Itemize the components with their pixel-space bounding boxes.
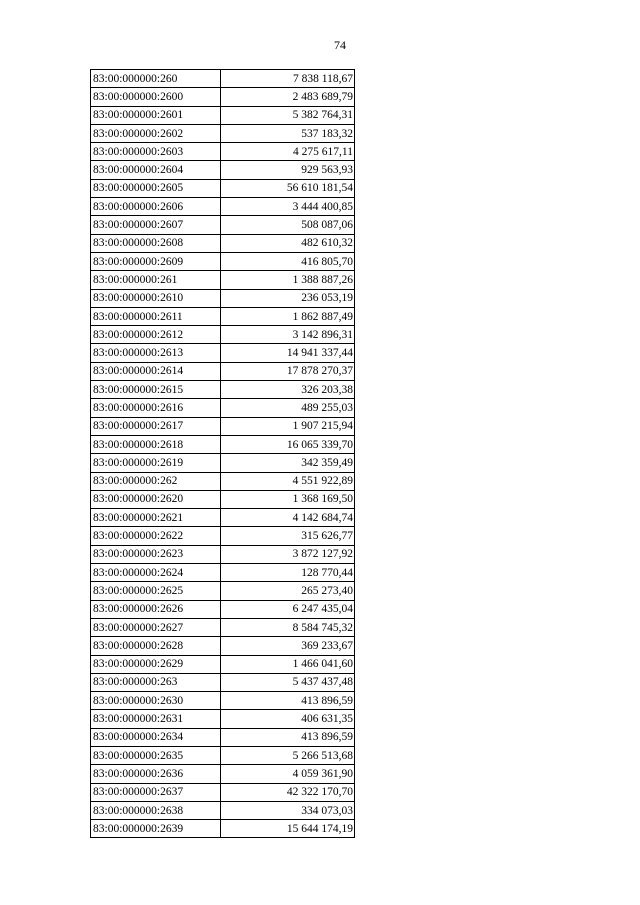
table-row bbox=[91, 600, 355, 618]
cadastral-number-cell: 83:00:000000:2602 bbox=[91, 124, 221, 142]
table-row bbox=[91, 509, 355, 527]
cadastral-value-cell: 334 073,03 bbox=[221, 801, 355, 819]
cadastral-number-cell: 83:00:000000:2625 bbox=[91, 582, 221, 600]
cadastral-value-cell: 508 087,06 bbox=[221, 216, 355, 234]
cadastral-number-cell: 83:00:000000:2628 bbox=[91, 637, 221, 655]
table-row bbox=[91, 271, 355, 289]
cadastral-number-cell: 83:00:000000:2613 bbox=[91, 344, 221, 362]
table-row bbox=[91, 673, 355, 691]
cadastral-number-cell: 83:00:000000:2619 bbox=[91, 454, 221, 472]
cadastral-value-cell: 2 483 689,79 bbox=[221, 88, 355, 106]
cadastral-number-cell: 83:00:000000:2614 bbox=[91, 362, 221, 380]
table-row bbox=[91, 746, 355, 764]
table-row bbox=[91, 472, 355, 490]
cadastral-number-cell: 83:00:000000:2624 bbox=[91, 564, 221, 582]
table-row bbox=[91, 252, 355, 270]
cadastral-number-cell: 83:00:000000:2611 bbox=[91, 307, 221, 325]
cadastral-number-cell: 83:00:000000:2605 bbox=[91, 179, 221, 197]
table-row bbox=[91, 381, 355, 399]
cadastral-value-cell: 42 322 170,70 bbox=[221, 783, 355, 801]
table-row bbox=[91, 582, 355, 600]
cadastral-value-cell: 7 838 118,67 bbox=[221, 70, 355, 88]
cadastral-value-cell: 489 255,03 bbox=[221, 399, 355, 417]
cadastral-value-cell: 929 563,93 bbox=[221, 161, 355, 179]
cadastral-value-cell: 4 059 361,90 bbox=[221, 765, 355, 783]
cadastral-value-cell: 5 437 437,48 bbox=[221, 673, 355, 691]
table-row bbox=[91, 783, 355, 801]
cadastral-number-cell: 83:00:000000:2639 bbox=[91, 820, 221, 838]
table-row bbox=[91, 70, 355, 88]
cadastral-value-cell: 342 359,49 bbox=[221, 454, 355, 472]
table-row bbox=[91, 289, 355, 307]
cadastral-value-cell: 17 878 270,37 bbox=[221, 362, 355, 380]
cadastral-number-cell: 83:00:000000:2618 bbox=[91, 435, 221, 453]
cadastral-value-cell: 3 872 127,92 bbox=[221, 545, 355, 563]
cadastral-number-cell: 83:00:000000:263 bbox=[91, 673, 221, 691]
cadastral-number-cell: 83:00:000000:2626 bbox=[91, 600, 221, 618]
cadastral-number-cell: 83:00:000000:2635 bbox=[91, 746, 221, 764]
cadastral-number-cell: 83:00:000000:2604 bbox=[91, 161, 221, 179]
cadastral-number-cell: 83:00:000000:2634 bbox=[91, 728, 221, 746]
table-row bbox=[91, 765, 355, 783]
cadastral-value-cell: 315 626,77 bbox=[221, 527, 355, 545]
table-row bbox=[91, 161, 355, 179]
table-row bbox=[91, 143, 355, 161]
table-row bbox=[91, 417, 355, 435]
cadastral-number-cell: 83:00:000000:2612 bbox=[91, 326, 221, 344]
cadastral-value-cell: 6 247 435,04 bbox=[221, 600, 355, 618]
cadastral-number-cell: 83:00:000000:2607 bbox=[91, 216, 221, 234]
table-row bbox=[91, 692, 355, 710]
page-number: 74 bbox=[334, 38, 346, 52]
cadastral-value-table bbox=[90, 69, 355, 838]
cadastral-number-cell: 83:00:000000:2610 bbox=[91, 289, 221, 307]
cadastral-number-cell: 83:00:000000:2609 bbox=[91, 252, 221, 270]
cadastral-number-cell: 83:00:000000:2622 bbox=[91, 527, 221, 545]
cadastral-value-cell: 4 275 617,11 bbox=[221, 143, 355, 161]
table-row bbox=[91, 344, 355, 362]
cadastral-value-cell: 5 382 764,31 bbox=[221, 106, 355, 124]
cadastral-value-cell: 236 053,19 bbox=[221, 289, 355, 307]
table-row bbox=[91, 399, 355, 417]
table-row bbox=[91, 801, 355, 819]
table-row bbox=[91, 179, 355, 197]
cadastral-number-cell: 83:00:000000:2615 bbox=[91, 381, 221, 399]
cadastral-value-cell: 56 610 181,54 bbox=[221, 179, 355, 197]
cadastral-value-cell: 5 266 513,68 bbox=[221, 746, 355, 764]
table-row bbox=[91, 618, 355, 636]
cadastral-value-cell: 1 466 041,60 bbox=[221, 655, 355, 673]
table-row bbox=[91, 655, 355, 673]
cadastral-number-cell: 83:00:000000:2627 bbox=[91, 618, 221, 636]
cadastral-value-cell: 1 907 215,94 bbox=[221, 417, 355, 435]
cadastral-value-cell: 265 273,40 bbox=[221, 582, 355, 600]
cadastral-value-cell: 128 770,44 bbox=[221, 564, 355, 582]
table-row bbox=[91, 124, 355, 142]
table-body bbox=[91, 70, 355, 838]
cadastral-value-cell: 3 444 400,85 bbox=[221, 198, 355, 216]
cadastral-value-cell: 3 142 896,31 bbox=[221, 326, 355, 344]
table-row bbox=[91, 454, 355, 472]
table-row bbox=[91, 710, 355, 728]
table-row bbox=[91, 106, 355, 124]
cadastral-number-cell: 83:00:000000:2621 bbox=[91, 509, 221, 527]
cadastral-value-cell: 406 631,35 bbox=[221, 710, 355, 728]
cadastral-value-cell: 482 610,32 bbox=[221, 234, 355, 252]
cadastral-value-cell: 1 368 169,50 bbox=[221, 490, 355, 508]
cadastral-number-cell: 83:00:000000:2629 bbox=[91, 655, 221, 673]
cadastral-value-cell: 16 065 339,70 bbox=[221, 435, 355, 453]
cadastral-number-cell: 83:00:000000:2616 bbox=[91, 399, 221, 417]
table-row bbox=[91, 234, 355, 252]
table-row bbox=[91, 545, 355, 563]
cadastral-value-cell: 14 941 337,44 bbox=[221, 344, 355, 362]
table-row bbox=[91, 362, 355, 380]
cadastral-number-cell: 83:00:000000:2617 bbox=[91, 417, 221, 435]
table-row bbox=[91, 564, 355, 582]
cadastral-number-cell: 83:00:000000:262 bbox=[91, 472, 221, 490]
cadastral-value-cell: 369 233,67 bbox=[221, 637, 355, 655]
cadastral-value-cell: 413 896,59 bbox=[221, 692, 355, 710]
cadastral-value-cell: 326 203,38 bbox=[221, 381, 355, 399]
table-row bbox=[91, 527, 355, 545]
table-row bbox=[91, 728, 355, 746]
table-row bbox=[91, 490, 355, 508]
cadastral-number-cell: 83:00:000000:2601 bbox=[91, 106, 221, 124]
table-row bbox=[91, 216, 355, 234]
cadastral-number-cell: 83:00:000000:2600 bbox=[91, 88, 221, 106]
table-row bbox=[91, 435, 355, 453]
table-row bbox=[91, 88, 355, 106]
cadastral-number-cell: 83:00:000000:2608 bbox=[91, 234, 221, 252]
cadastral-number-cell: 83:00:000000:260 bbox=[91, 70, 221, 88]
table-row bbox=[91, 326, 355, 344]
cadastral-value-cell: 15 644 174,19 bbox=[221, 820, 355, 838]
table-row bbox=[91, 637, 355, 655]
cadastral-value-cell: 8 584 745,32 bbox=[221, 618, 355, 636]
cadastral-number-cell: 83:00:000000:2606 bbox=[91, 198, 221, 216]
cadastral-value-cell: 416 805,70 bbox=[221, 252, 355, 270]
cadastral-number-cell: 83:00:000000:2603 bbox=[91, 143, 221, 161]
cadastral-number-cell: 83:00:000000:2623 bbox=[91, 545, 221, 563]
cadastral-value-cell: 1 862 887,49 bbox=[221, 307, 355, 325]
table-row bbox=[91, 820, 355, 838]
cadastral-number-cell: 83:00:000000:2637 bbox=[91, 783, 221, 801]
cadastral-number-cell: 83:00:000000:2638 bbox=[91, 801, 221, 819]
table-row bbox=[91, 307, 355, 325]
cadastral-value-cell: 4 142 684,74 bbox=[221, 509, 355, 527]
table-row bbox=[91, 198, 355, 216]
cadastral-value-cell: 413 896,59 bbox=[221, 728, 355, 746]
cadastral-value-cell: 1 388 887,26 bbox=[221, 271, 355, 289]
cadastral-value-cell: 537 183,32 bbox=[221, 124, 355, 142]
cadastral-number-cell: 83:00:000000:2636 bbox=[91, 765, 221, 783]
cadastral-value-cell: 4 551 922,89 bbox=[221, 472, 355, 490]
cadastral-number-cell: 83:00:000000:261 bbox=[91, 271, 221, 289]
cadastral-number-cell: 83:00:000000:2630 bbox=[91, 692, 221, 710]
cadastral-number-cell: 83:00:000000:2620 bbox=[91, 490, 221, 508]
cadastral-number-cell: 83:00:000000:2631 bbox=[91, 710, 221, 728]
